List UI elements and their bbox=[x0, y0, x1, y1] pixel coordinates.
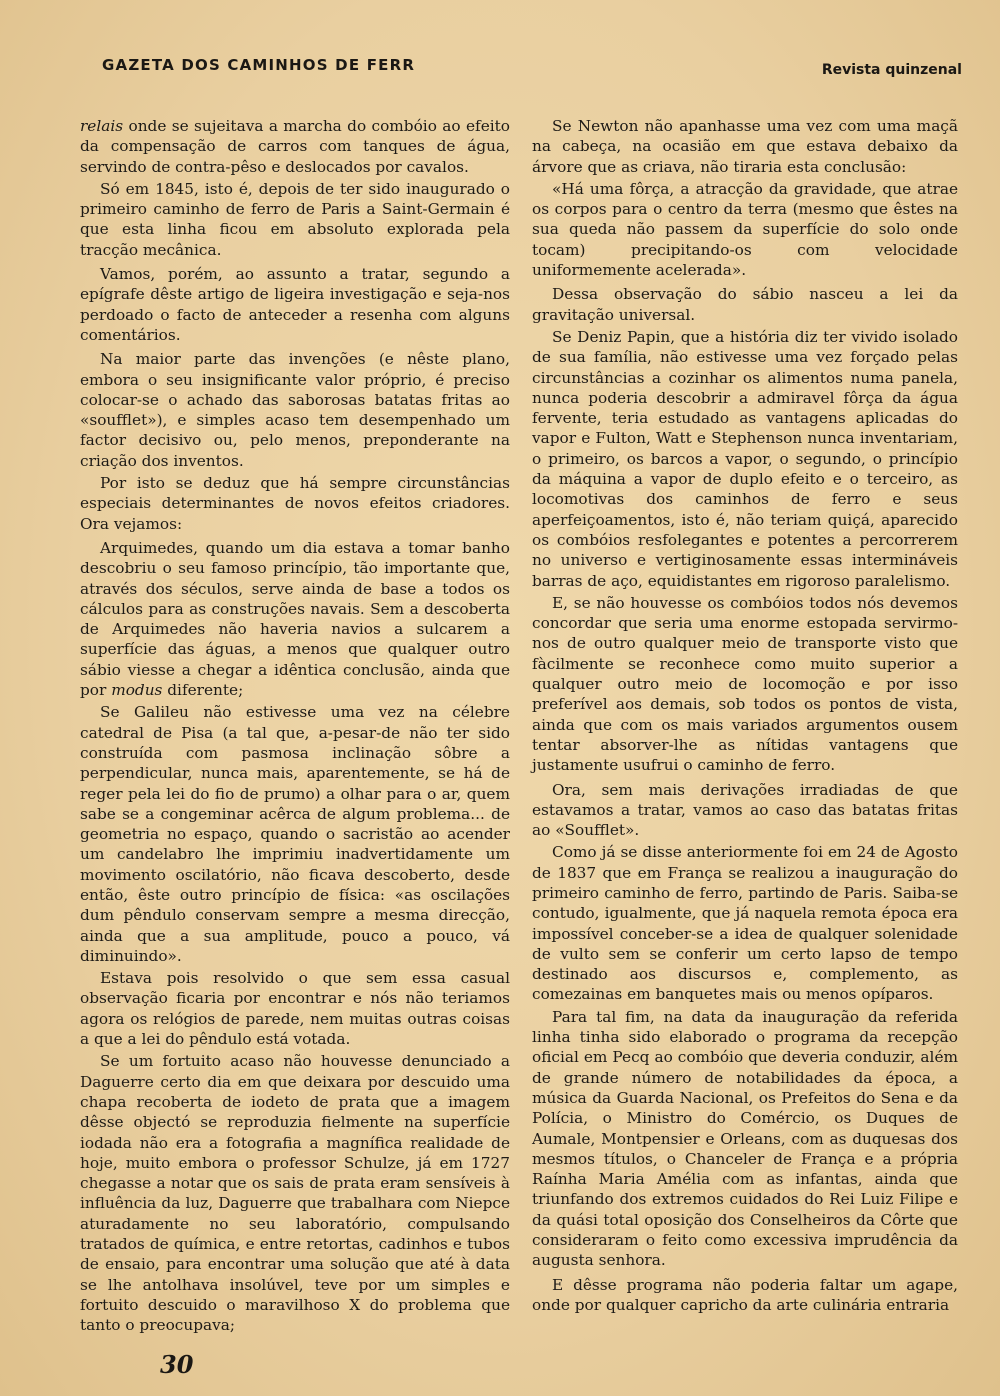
paragraph: Ora, sem mais derivações irradiadas de que estavamos a tratar, vamos ao caso das batatas fritas ao «Soufflet». bbox=[532, 780, 958, 840]
paragraph: Se Newton não apanhasse uma vez com uma maçã na cabeça, na ocasião em que estava debaixo da árvore que as criava, não tiraria esta conclusão: bbox=[532, 117, 958, 176]
paragraph: Como já se disse anteriormente foi em 24 de Agosto de 1837 que em França se realizou a inauguração do primeiro caminho de ferro, partindo de Paris. Saiba-se contudo, igualmente, que já naquela remota época era impossível conceber-se a idea de qualquer solenidade de vulto sem se conferir um certo lapso de tempo destinado aos discursos e, complemento, as comezainas em banquetes mais ou menos opíparos. bbox=[532, 843, 958, 1004]
right-column bbox=[532, 116, 958, 1317]
paragraph: relais onde se sujeitava a marcha do combóio ao efeito da compensação de carros com tanques de água, servindo de contra-pêso e deslocados por cavalos. bbox=[80, 117, 510, 176]
paragraph: E dêsse programa não poderia faltar um agape, onde por qualquer capricho da arte culinária entraria bbox=[532, 1275, 958, 1314]
paragraph: Por isto se deduz que há sempre circunstâncias especiais determinantes de novos efeitos criadores. Ora vejamos: bbox=[80, 474, 510, 533]
paragraph: Se um fortuito acaso não houvesse denunciado a Daguerre certo dia em que deixara por descuido uma chapa recoberta de iodeto de prata que a imagem dêsse objectó se reproduzia fielmente na superfície iodada não era a fotografia a magnífica realidade de hoje, muito embora o professor Schulze, já em 1727 chegasse a notar que os sais de prata eram sensíveis à influência da luz, Daguerre que trabalhara com Niepce aturadamente no seu laboratório, compulsando tratados de química, e entre retortas, cadinhos e tubos de ensaio, para encontrar uma solução que até à data se lhe antolhava insolúvel, teve por um simples e fortuito descuido o maravilhoso X do problema que tanto o preocupava; bbox=[80, 1052, 510, 1335]
paragraph: E, se não houvesse os combóios todos nós devemos concordar que seria uma enorme estopada servirmo-nos de outro qualquer meio de transporte visto que fàcilmente se reconhece como muito superior a qualquer outro meio de locomoção e por isso preferível aos demais, sob todos os pontos de vista, ainda que com os mais variados argumentos ousem tentar absorver-lhe as nítidas vantagens que justamente usufrui o caminho de ferro. bbox=[532, 593, 958, 775]
paragraph: Para tal fim, na data da inauguração da referida linha tinha sido elaborado o programa da recepção oficial em Pecq ao combóio que deveria conduzir, além de grande número de notabilidades da época, a música da Guarda Nacional, os Prefeitos do Sena e da Polícia, o Ministro do Comércio, os Duques de Aumale, Montpensier e Orleans, com as duquesas dos mesmos títulos, o Chanceler de França e a própria Raínha Maria Amélia com as infantas, ainda que triunfando dos extremos cuidados do Rei Luiz Filipe e da quási total oposição dos Conselheiros da Côrte que consideraram o feito como excessiva imprudência da augusta senhora. bbox=[532, 1007, 958, 1270]
quotation: «Há uma fôrça, a atracção da gravidade, que atrae os corpos para o centro da terra (mesmo que êstes na sua queda não passem da superfície do solo onde tocam) precipitando-os com velocidade uniformemente acelerada». bbox=[532, 179, 958, 280]
left-column bbox=[80, 116, 510, 1338]
paragraph: Se Galileu não estivesse uma vez na célebre catedral de Pisa (a tal que, a-pesar-de não ter sido construída com pasmosa inclinação sôbre a perpendicular, nunca mais, aparentemente, se há de reger pela lei do fio de prumo) a olhar para o ar, quem sabe se a congeminar acêrca de algum problema... de geometria no espaço, quando o sacristão ao acender um candelabro lhe imprimiu inadvertidamente um movimento oscilatório, não ficava descoberto, desde então, êste outro princípio de física: «as oscilações dum pêndulo conservam sempre a mesma direcção, ainda que a sua amplitude, pouco a pouco, vá diminuindo». bbox=[80, 703, 510, 965]
paragraph: Só em 1845, isto é, depois de ter sido inaugurado o primeiro caminho de ferro de Paris a Saint-Germain é que esta linha ficou em absoluto explorada pela tracção mecânica. bbox=[80, 179, 510, 259]
page-header-subtitle: Revista quinzenal bbox=[821, 62, 962, 78]
paragraph: Arquimedes, quando um dia estava a tomar banho descobriu o seu famoso princípio, tão importante que, através dos séculos, serve ainda de base a todos os cálculos para as construções navais. Sem a descoberta de Arquimedes não haveria navios a sulcarem a superfície das águas, a menos que qualquer outro sábio viesse a chegar a idêntica conclusão, ainda que por modus diferente; bbox=[80, 538, 510, 700]
paragraph: Se Deniz Papin, que a história diz ter vivido isolado de sua família, não estivesse uma vez forçado pelas circunstâncias a cozinhar os alimentos numa panela, nunca poderia descobrir a admiravel fôrça da água fervente, teria estudado as vantagens aplicadas do vapor e Fulton, Watt e Stephenson nunca inventariam, o primeiro, os barcos a vapor, o segundo, o princípio da máquina a vapor de duplo efeito e o terceiro, as locomotivas dos caminhos de ferro e seus aperfeiçoamentos, isto é, não teriam quiçá, aparecido os combóios resfolegantes e potentes a percorrerem no universo e vertiginosamente essas intermináveis barras de aço, equidistantes em rigoroso paralelismo. bbox=[532, 327, 958, 590]
italic-term: relais bbox=[80, 117, 124, 135]
paragraph: Vamos, porém, ao assunto a tratar, segundo a epígrafe dêste artigo de ligeira investigação e seja-nos perdoado o facto de anteceder a resenha com alguns comentários. bbox=[80, 265, 510, 344]
paragraph: Estava pois resolvido o que sem essa casual observação ficaria por encontrar e nós não teriamos agora os relógios de parede, nem muitas outras coisas a que a lei do pêndulo está votada. bbox=[80, 969, 510, 1049]
italic-term: modus bbox=[111, 681, 163, 700]
paragraph: Dessa observação do sábio nasceu a lei da gravitação universal. bbox=[532, 285, 958, 324]
page-number: 30 bbox=[160, 1350, 194, 1379]
paragraph: Na maior parte das invenções (e nêste plano, embora o seu insignificante valor próprio, é preciso colocar-se o achado das saborosas batatas fritas ao «soufflet»), e simples acaso tem desempenhado um factor decisivo ou, pelo menos, preponderante na criação dos inventos. bbox=[80, 350, 510, 470]
page-header-title: GAZETA DOS CAMINHOS DE FERR bbox=[102, 56, 416, 74]
